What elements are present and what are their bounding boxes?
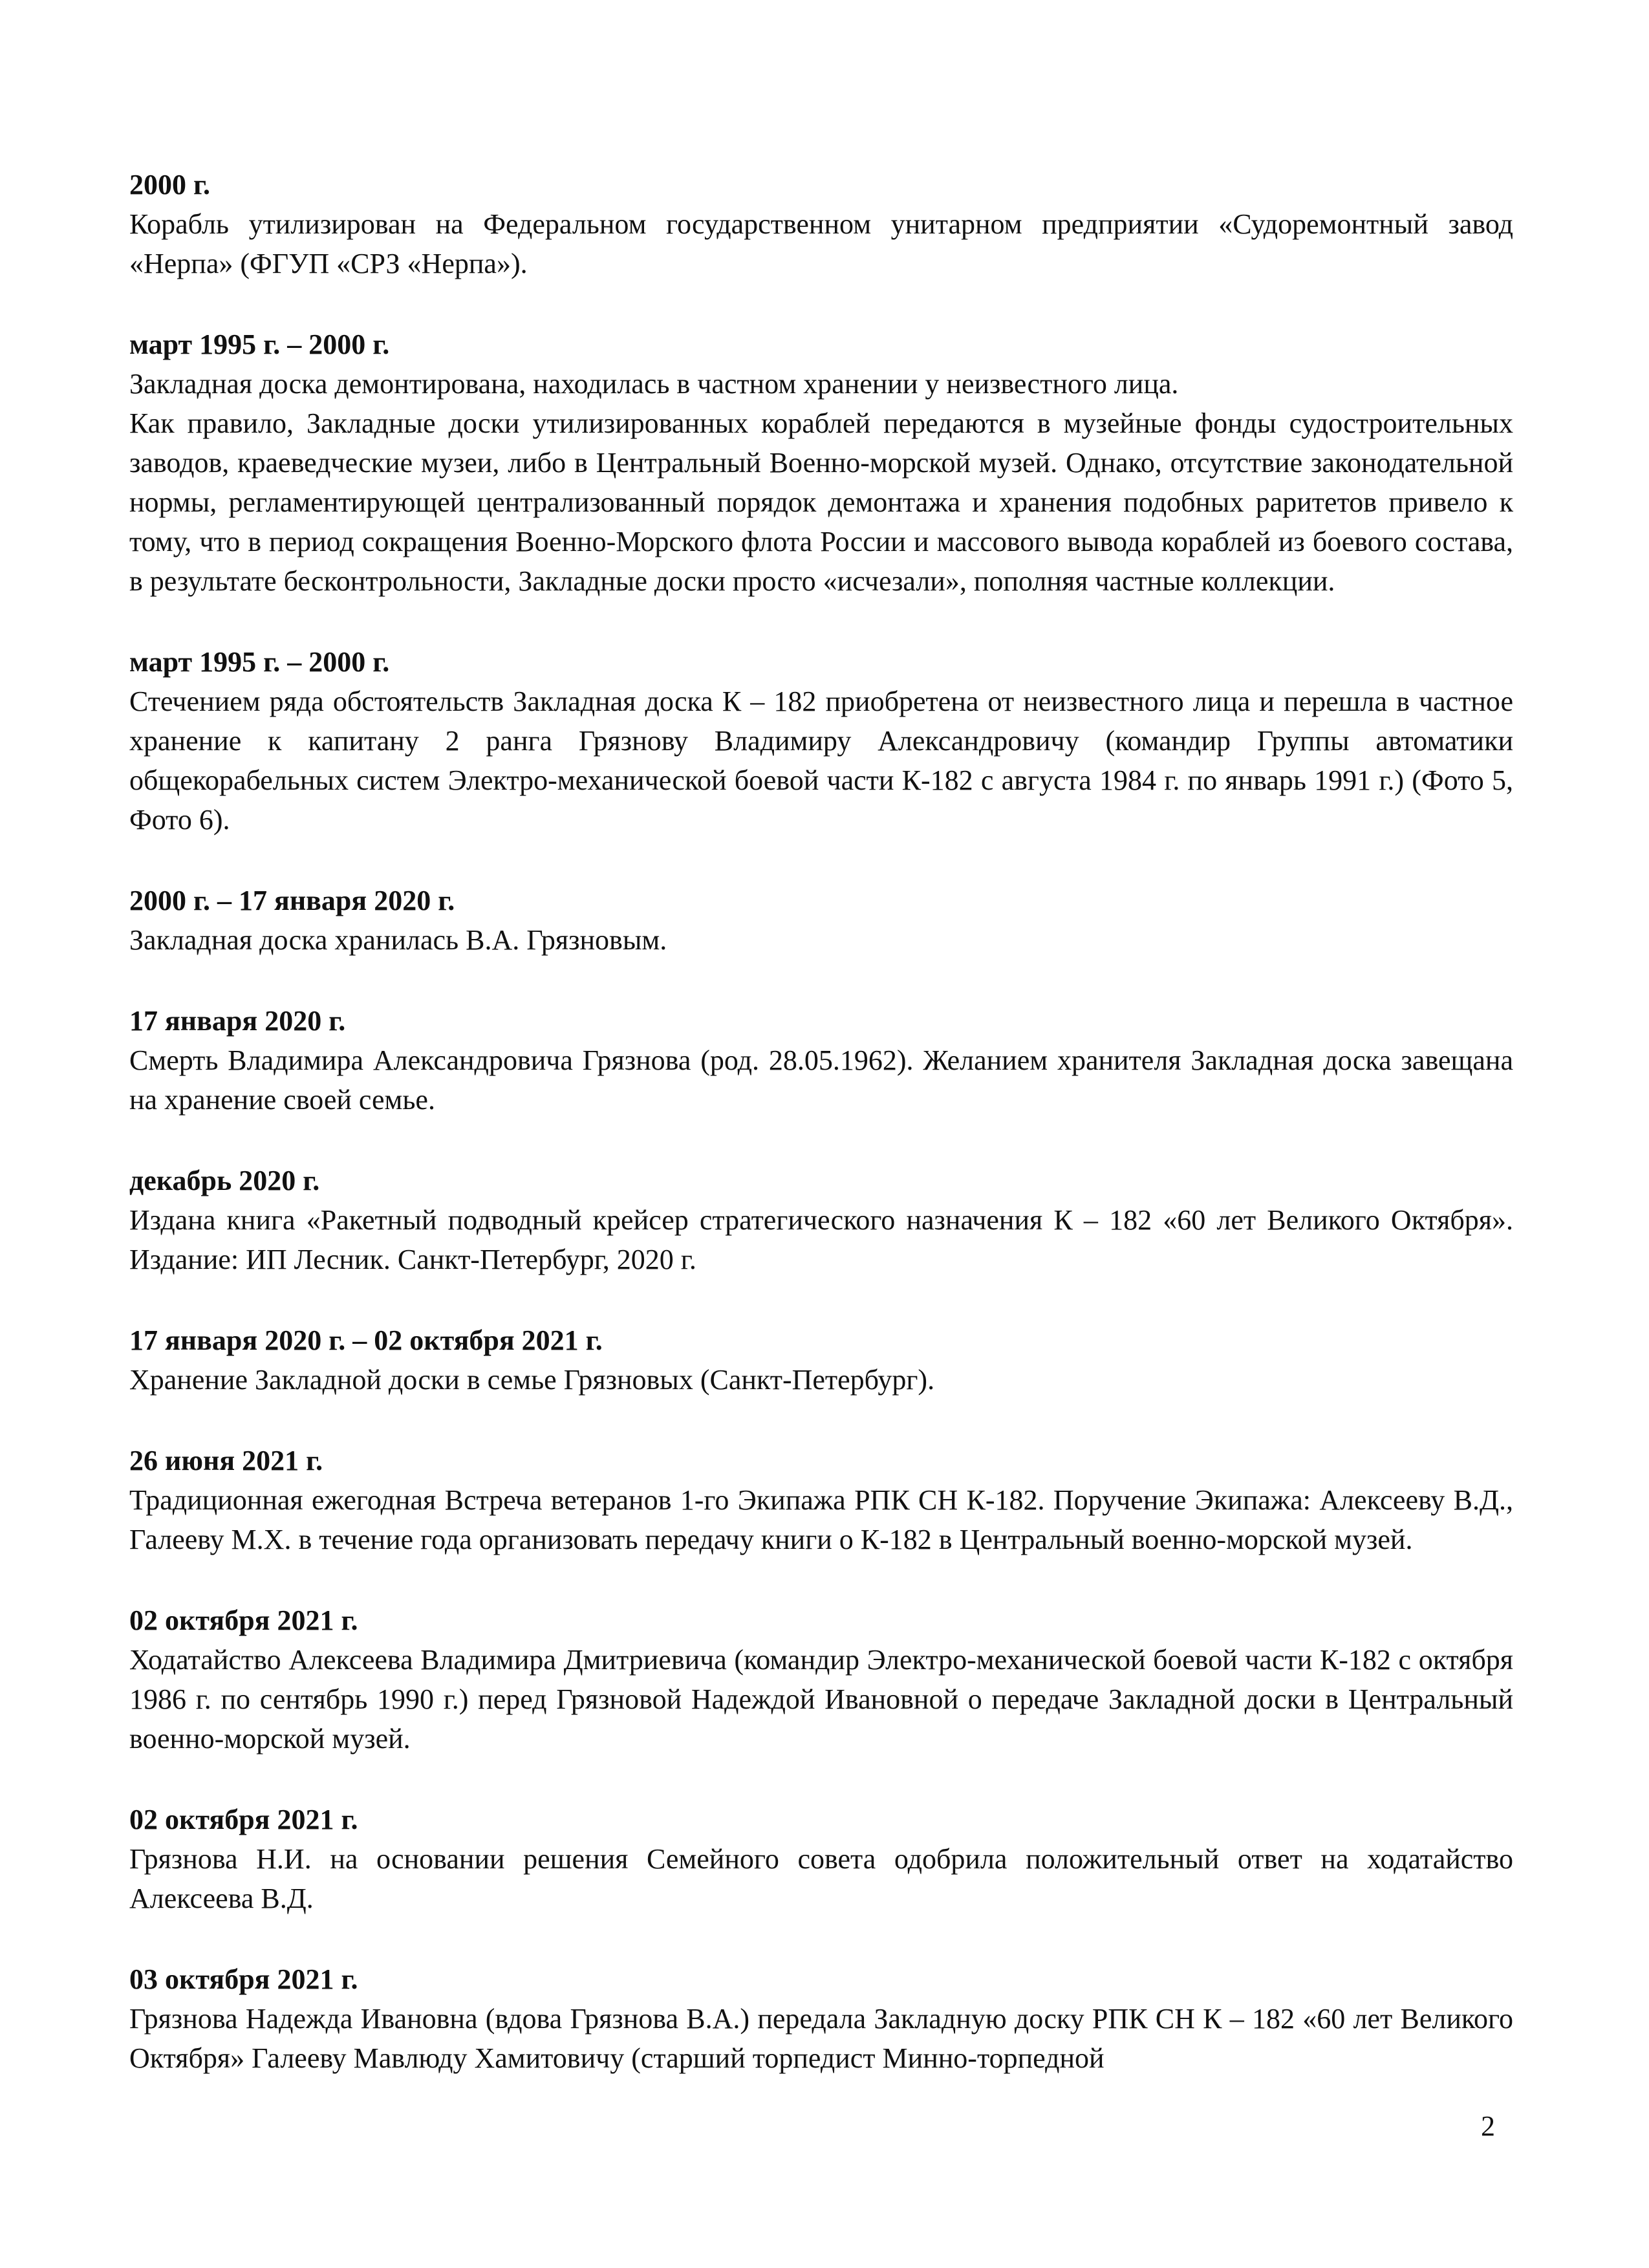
entry-oct-02-2021-approval [129, 1800, 1513, 1918]
entry-text: Закладная доска демонтирована, находилась в частном хранении у неизвестного лица. [129, 368, 1179, 400]
entry-text: Стечением ряда обстоятельств Закладная доска К – 182 приобретена от неизвестного лица и перешла в частное хранение к капитану 2 ранга Грязнову Владимиру Александровичу (командир Группы автоматики общекорабельных систем Электро-механической боевой части К-182 с августа 1984 г. по январь 1991 г.) (Фото 5, Фото 6). [129, 686, 1513, 836]
entry-date: декабрь 2020 г. [129, 1165, 320, 1196]
entry-text: Традиционная ежегодная Встреча ветеранов 1-го Экипажа РПК СН К-182. Поручение Экипажа: Алексееву В.Д., Галееву М.Х. в течение года организовать передачу книги о К-182 в Центральный военно-морской музей. [129, 1484, 1513, 1555]
entry-jun-2021 [129, 1441, 1513, 1559]
entry-jan-2020 [129, 1001, 1513, 1119]
entry-text: Хранение Закладной доски в семье Грязновых (Санкт-Петербург). [129, 1364, 935, 1396]
entry-2000 [129, 165, 1513, 283]
entry-date: 2000 г. – 17 января 2020 г. [129, 885, 455, 916]
entry-1995-2000-dismantled [129, 325, 1513, 601]
entry-2020-2021 [129, 1321, 1513, 1399]
entry-date: 2000 г. [129, 169, 211, 200]
entry-text: Грязнова Надежда Ивановна (вдова Грязнова В.А.) передала Закладную доску РПК СН К – 182 «60 лет Великого Октября» Галееву Мавлюду Хамитовичу (старший торпедист Минно-торпедной [129, 2003, 1513, 2074]
entry-text: Издана книга «Ракетный подводный крейсер стратегического назначения К – 182 «60 лет Великого Октября». Издание: ИП Лесник. Санкт-Петербург, 2020 г. [129, 1204, 1513, 1275]
entry-date: 26 июня 2021 г. [129, 1445, 323, 1476]
entry-text: Как правило, Закладные доски утилизированных кораблей передаются в музейные фонды судостроительных заводов, краеведческие музеи, либо в Центральный Военно-морской музей. Однако, отсутствие законодательной нормы, регламентирующей централизованный порядок демонтажа и хранения подобных раритетов привело к тому, что в период сокращения Военно-Морского флота России и массового вывода кораблей из боевого состава, в результате бесконтрольности, Закладные доски просто «исчезали», пополняя частные коллекции. [129, 407, 1513, 597]
entry-text: Закладная доска хранилась В.А. Грязновым. [129, 924, 667, 956]
entry-date: 17 января 2020 г. – 02 октября 2021 г. [129, 1324, 603, 1356]
entry-date: 02 октября 2021 г. [129, 1804, 358, 1835]
entry-1995-2000-acquired [129, 642, 1513, 839]
chronology [129, 165, 1513, 2119]
entry-2000-2020 [129, 881, 1513, 960]
entry-date: март 1995 г. – 2000 г. [129, 329, 390, 360]
entry-text: Грязнова Н.И. на основании решения Семейного совета одобрила положительный ответ на ходатайство Алексеева В.Д. [129, 1843, 1513, 1914]
entry-text: Смерть Владимира Александровича Грязнова (род. 28.05.1962). Желанием хранителя Закладная доска завещана на хранение своей семье. [129, 1044, 1513, 1116]
entry-date: 03 октября 2021 г. [129, 1963, 358, 1995]
page-number: 2 [1481, 2110, 1495, 2142]
entry-text: Ходатайство Алексеева Владимира Дмитриевича (командир Электро-механической боевой части К-182 с октября 1986 г. по сентябрь 1990 г.) перед Грязновой Надеждой Ивановной о передаче Закладной доски в Центральный военно-морской музей. [129, 1644, 1513, 1755]
entry-dec-2020 [129, 1161, 1513, 1279]
entry-date: март 1995 г. – 2000 г. [129, 646, 390, 678]
entry-text: Корабль утилизирован на Федеральном государственном унитарном предприятии «Судоремонтный завод «Нерпа» (ФГУП «СРЗ «Нерпа»). [129, 208, 1513, 279]
entry-date: 02 октября 2021 г. [129, 1604, 358, 1636]
entry-date: 17 января 2020 г. [129, 1005, 346, 1037]
entry-oct-03-2021 [129, 1960, 1513, 2078]
entry-oct-02-2021-petition [129, 1601, 1513, 1758]
